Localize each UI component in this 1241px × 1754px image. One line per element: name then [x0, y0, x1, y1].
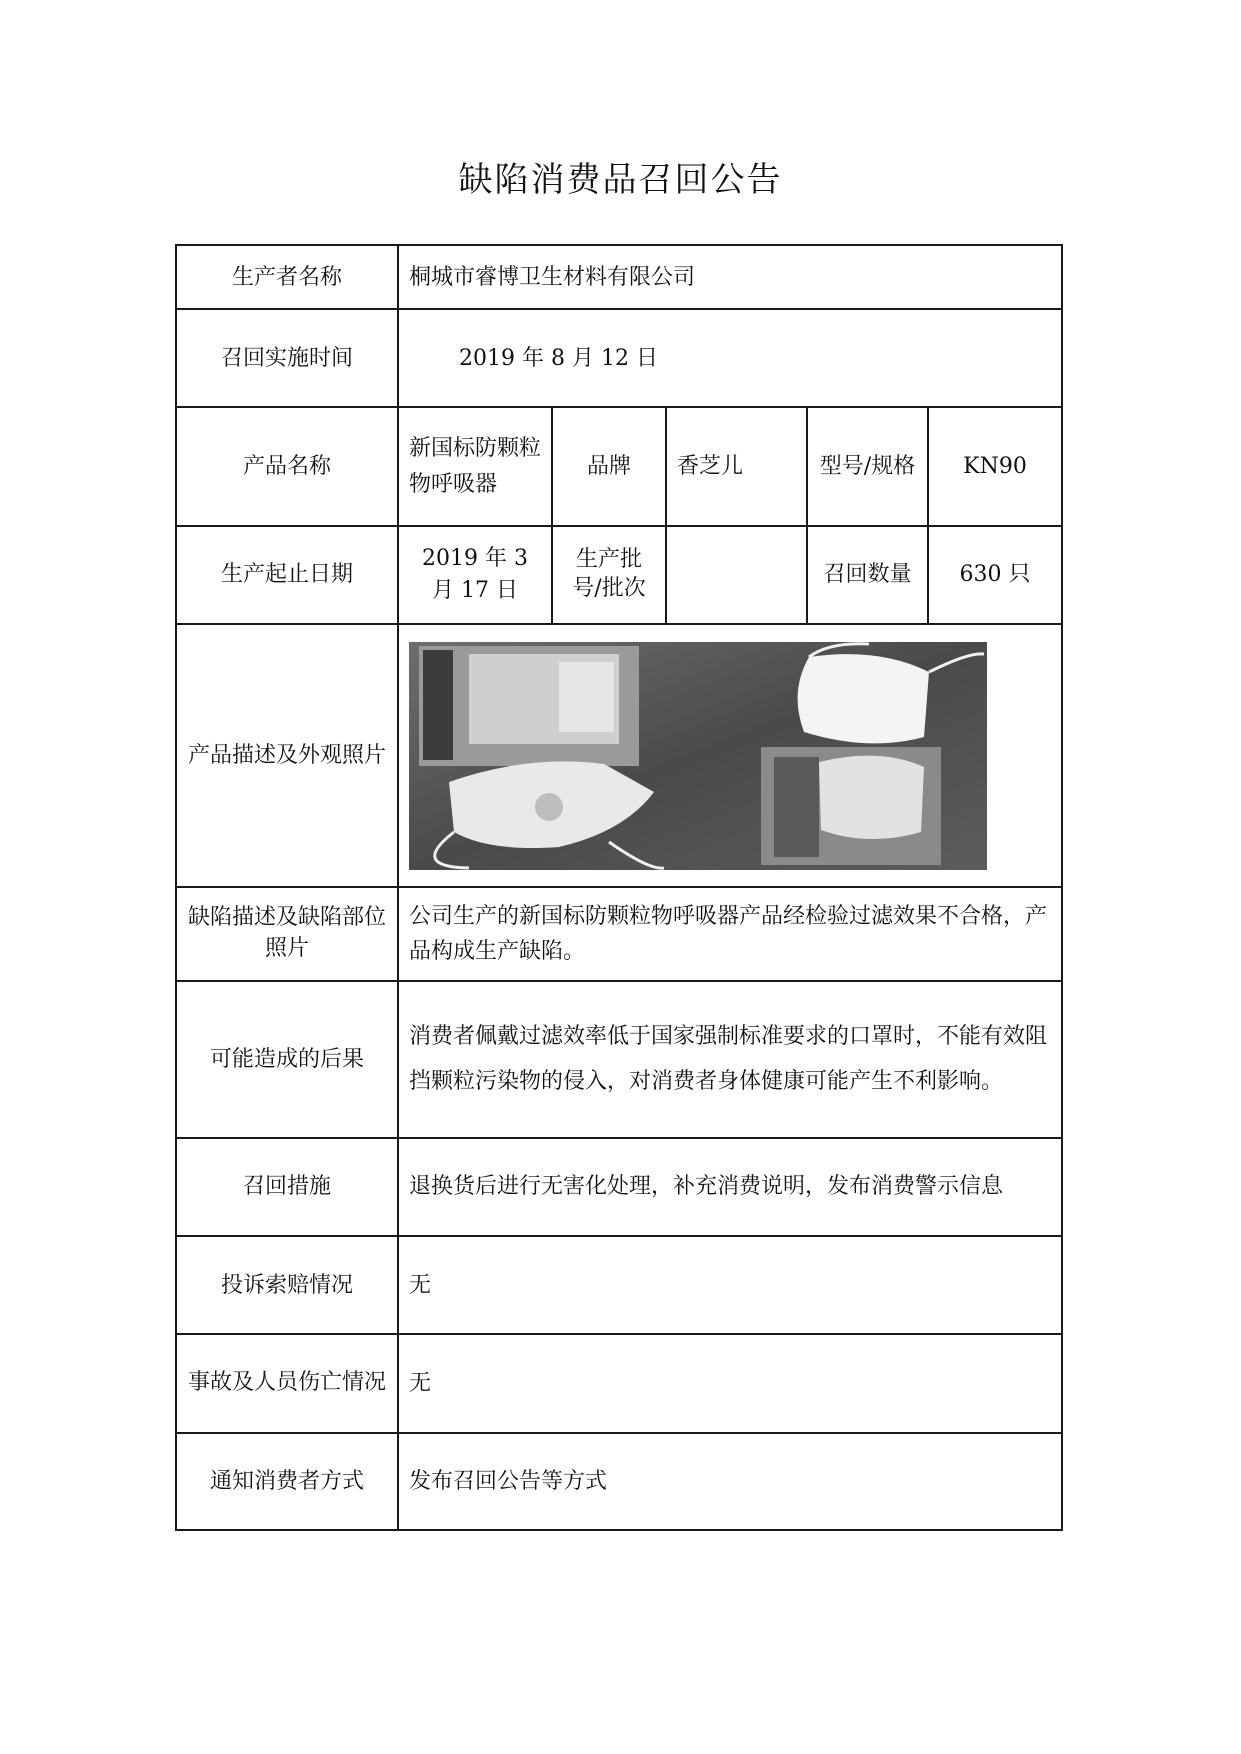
- accidents-value: 无: [398, 1334, 1062, 1432]
- batch-label: 生产批号/批次: [552, 526, 666, 624]
- row-measures: [176, 1138, 1062, 1236]
- quantity-value: 630 只: [928, 526, 1062, 624]
- product-photo-masks-icon: [409, 642, 987, 870]
- notification-value: 发布召回公告等方式: [398, 1433, 1062, 1530]
- recall-date-value: 2019 年 8 月 12 日: [398, 309, 1062, 407]
- description-photo-cell: [398, 624, 1062, 887]
- row-recall-date: [176, 309, 1062, 407]
- consequence-label: 可能造成的后果: [176, 981, 398, 1137]
- recall-table: [175, 244, 1063, 1531]
- row-accidents: [176, 1334, 1062, 1432]
- production-date-label: 生产起止日期: [176, 526, 398, 624]
- complaints-label: 投诉索赔情况: [176, 1236, 398, 1334]
- complaints-value: 无: [398, 1236, 1062, 1334]
- measures-label: 召回措施: [176, 1138, 398, 1236]
- manufacturer-value: 桐城市睿博卫生材料有限公司: [398, 245, 1062, 309]
- row-description: [176, 624, 1062, 887]
- row-complaints: [176, 1236, 1062, 1334]
- page-title: 缺陷消费品召回公告: [458, 160, 783, 200]
- brand-label: 品牌: [552, 407, 666, 525]
- row-consequence: [176, 981, 1062, 1137]
- row-notification: [176, 1433, 1062, 1530]
- row-manufacturer: [176, 245, 1062, 309]
- product-photo: [409, 642, 987, 870]
- product-name-value: 新国标防颗粒物呼吸器: [398, 407, 552, 525]
- production-date-value: 2019 年 3 月 17 日: [398, 526, 552, 624]
- brand-value: 香芝儿: [666, 407, 807, 525]
- defect-value: 公司生产的新国标防颗粒物呼吸器产品经检验过滤效果不合格，产品构成生产缺陷。: [398, 887, 1062, 981]
- measures-value: 退换货后进行无害化处理，补充消费说明，发布消费警示信息: [398, 1138, 1062, 1236]
- row-product: [176, 407, 1062, 525]
- consequence-value: 消费者佩戴过滤效率低于国家强制标准要求的口罩时，不能有效阻挡颗粒污染物的侵入，对消费者身体健康可能产生不利影响。: [398, 981, 1062, 1137]
- recall-date-label: 召回实施时间: [176, 309, 398, 407]
- notification-label: 通知消费者方式: [176, 1433, 398, 1530]
- accidents-label: 事故及人员伤亡情况: [176, 1334, 398, 1432]
- row-production: [176, 526, 1062, 624]
- model-label: 型号/规格: [807, 407, 928, 525]
- description-label: 产品描述及外观照片: [176, 624, 398, 887]
- defect-label: 缺陷描述及缺陷部位照片: [176, 887, 398, 981]
- quantity-label: 召回数量: [807, 526, 928, 624]
- product-name-label: 产品名称: [176, 407, 398, 525]
- row-defect: [176, 887, 1062, 981]
- model-value: KN90: [928, 407, 1062, 525]
- manufacturer-label: 生产者名称: [176, 245, 398, 309]
- batch-value: [666, 526, 807, 624]
